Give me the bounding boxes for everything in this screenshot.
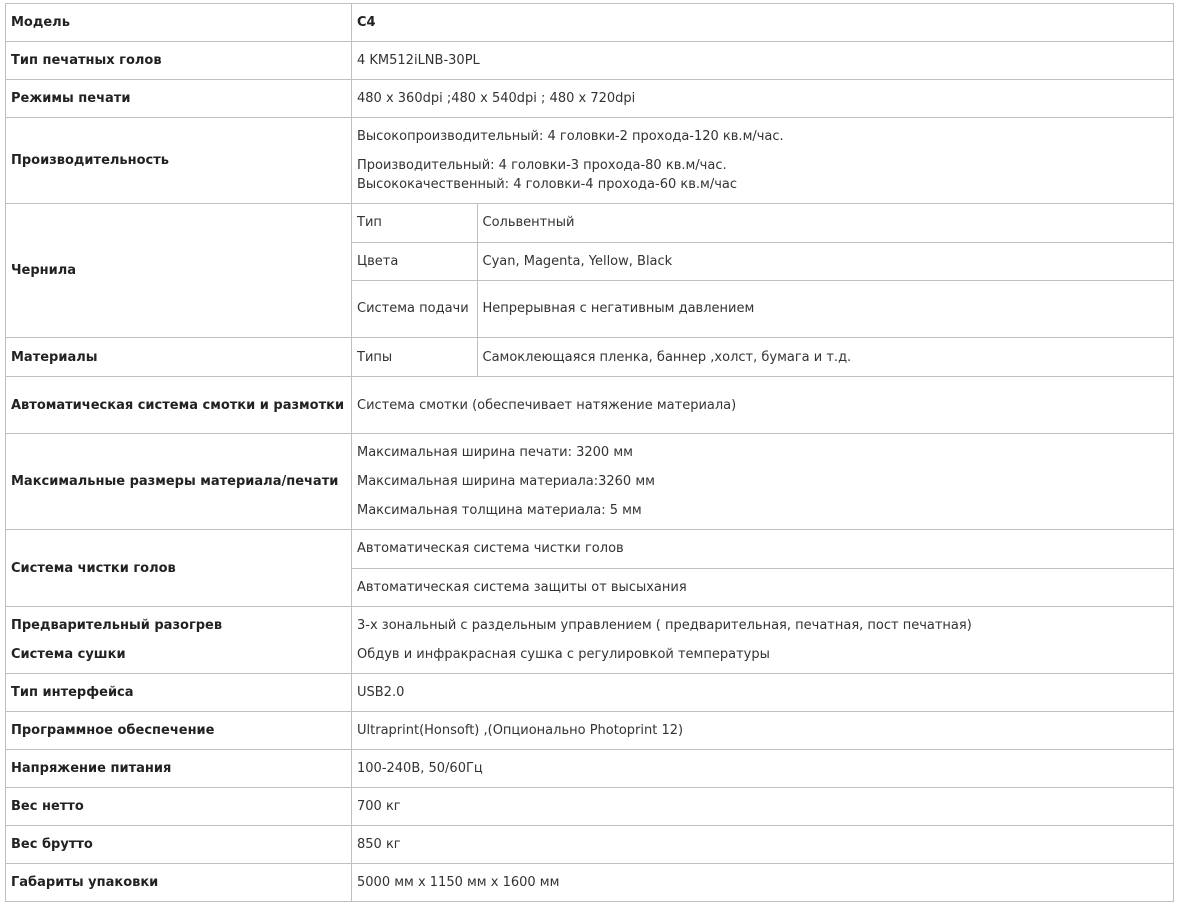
cleaning-subtable (352, 530, 1173, 606)
spec-value: Ultraprint(Honsoft) ,(Опционально Photoprint 12) (352, 712, 1174, 750)
size-line: Максимальная ширина материала:3260 мм (357, 474, 655, 489)
drying-label: Система сушки (11, 647, 126, 662)
ink-attr-name: Тип (357, 215, 382, 231)
spec-row-voltage (6, 750, 1174, 788)
spec-value: USB2.0 (352, 674, 1174, 712)
spec-label: Автоматическая система смотки и размотки (6, 377, 352, 434)
performance-line: Производительный: 4 головки-3 прохода-80 кв.м/час. (357, 158, 727, 173)
spec-row-model (6, 4, 1174, 42)
spec-value: 4 KM512iLNB-30PL (352, 42, 1174, 80)
spec-label: Тип печатных голов (6, 42, 352, 80)
drying-value: Обдув и инфракрасная сушка с регулировкой температуры (357, 647, 770, 662)
heating-label: Предварительный разогрев (11, 618, 223, 633)
materials-attr-value: Самоклеющаяся пленка, баннер ,холст, бумага и т.д. (477, 338, 1173, 376)
spec-value (352, 434, 1174, 530)
spec-label: Вес нетто (6, 788, 352, 826)
ink-attr-value: Сольвентный (477, 204, 1173, 242)
spec-row-software (6, 712, 1174, 750)
spec-value: 700 кг (352, 788, 1174, 826)
spec-label: Чернила (6, 204, 352, 338)
spec-row-package (6, 864, 1174, 902)
spec-row-interface (6, 674, 1174, 712)
spec-value: 480 x 360dpi ;480 x 540dpi ; 480 x 720dpi (352, 80, 1174, 118)
spec-label: Тип интерфейса (6, 674, 352, 712)
materials-attr-name: Типы (357, 349, 393, 365)
spec-value (352, 530, 1174, 607)
spec-label: Напряжение питания (6, 750, 352, 788)
spec-label: Вес брутто (6, 826, 352, 864)
ink-attr-value: Cyan, Magenta, Yellow, Black (477, 242, 1173, 280)
spec-row-winding (6, 377, 1174, 434)
spec-row-materials (6, 338, 1174, 377)
spec-value (352, 607, 1174, 674)
spec-row-heads (6, 42, 1174, 80)
spec-label: Система чистки голов (6, 530, 352, 607)
spec-label: Модель (6, 4, 352, 42)
spec-value: C4 (352, 4, 1174, 42)
spec-row-heating-drying (6, 607, 1174, 674)
heating-value: 3-х зональный с раздельным управлением ( предварительная, печатная, пост печатная) (357, 618, 972, 633)
ink-attr-name: Цвета (352, 242, 477, 280)
cleaning-line: Автоматическая система защиты от высыхания (352, 568, 1173, 606)
cleaning-line: Автоматическая система чистки голов (357, 541, 624, 557)
spec-label: Производительность (6, 118, 352, 204)
spec-value: 850 кг (352, 826, 1174, 864)
spec-table (5, 3, 1174, 902)
spec-label: Габариты упаковки (6, 864, 352, 902)
spec-row-cleaning (6, 530, 1174, 607)
spec-label: Режимы печати (6, 80, 352, 118)
ink-attr-value: Непрерывная с негативным давлением (477, 280, 1173, 337)
size-line: Максимальная толщина материала: 5 мм (357, 503, 642, 518)
spec-row-ink (6, 204, 1174, 338)
spec-row-sizes (6, 434, 1174, 530)
spec-label: Материалы (6, 338, 352, 377)
ink-attr-name: Система подачи (352, 280, 477, 337)
performance-line: Высококачественный: 4 головки-4 прохода-60 кв.м/час (357, 177, 737, 192)
spec-value (352, 338, 1174, 377)
spec-row-gross-weight (6, 826, 1174, 864)
size-line: Максимальная ширина печати: 3200 мм (357, 445, 633, 460)
spec-row-net-weight (6, 788, 1174, 826)
spec-value (352, 118, 1174, 204)
materials-subtable (352, 338, 1173, 376)
ink-subtable (352, 204, 1173, 337)
spec-value: Система смотки (обеспечивает натяжение материала) (352, 377, 1174, 434)
spec-label: Программное обеспечение (6, 712, 352, 750)
spec-label: Максимальные размеры материала/печати (6, 434, 352, 530)
spec-value: 5000 мм x 1150 мм x 1600 мм (352, 864, 1174, 902)
spec-row-modes (6, 80, 1174, 118)
performance-line: Высокопроизводительный: 4 головки-2 прохода-120 кв.м/час. (357, 129, 784, 144)
spec-value: 100-240В, 50/60Гц (352, 750, 1174, 788)
spec-value (352, 204, 1174, 338)
spec-label (6, 607, 352, 674)
spec-row-performance (6, 118, 1174, 204)
